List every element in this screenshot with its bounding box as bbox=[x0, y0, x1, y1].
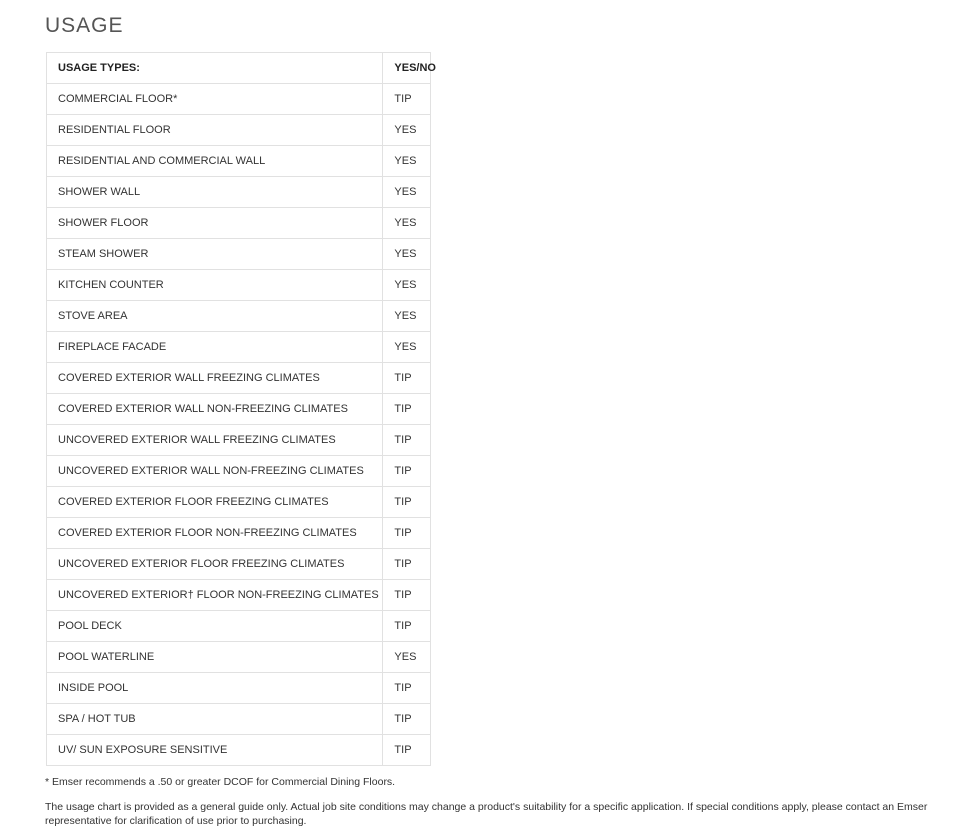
table-row bbox=[47, 270, 431, 301]
table-row bbox=[47, 239, 431, 270]
header-usage-types: USAGE TYPES: bbox=[47, 53, 383, 84]
usage-type-cell: KITCHEN COUNTER bbox=[47, 270, 383, 301]
usage-type-cell: COVERED EXTERIOR FLOOR NON-FREEZING CLIMATES bbox=[47, 518, 383, 549]
yes-no-cell: YES bbox=[383, 332, 431, 363]
yes-no-cell: YES bbox=[383, 208, 431, 239]
table-row bbox=[47, 611, 431, 642]
table-row bbox=[47, 177, 431, 208]
usage-type-cell: COVERED EXTERIOR WALL FREEZING CLIMATES bbox=[47, 363, 383, 394]
table-row bbox=[47, 704, 431, 735]
usage-type-cell: INSIDE POOL bbox=[47, 673, 383, 704]
table-row bbox=[47, 84, 431, 115]
table-row bbox=[47, 456, 431, 487]
header-yes-no: YES/NO bbox=[383, 53, 431, 84]
yes-no-cell: YES bbox=[383, 301, 431, 332]
yes-no-cell: TIP bbox=[383, 673, 431, 704]
usage-type-cell: STEAM SHOWER bbox=[47, 239, 383, 270]
yes-no-cell: TIP bbox=[383, 518, 431, 549]
usage-type-cell: UV/ SUN EXPOSURE SENSITIVE bbox=[47, 735, 383, 766]
usage-type-cell: POOL DECK bbox=[47, 611, 383, 642]
usage-type-cell: STOVE AREA bbox=[47, 301, 383, 332]
yes-no-cell: YES bbox=[383, 177, 431, 208]
table-row bbox=[47, 673, 431, 704]
table-row bbox=[47, 549, 431, 580]
yes-no-cell: YES bbox=[383, 239, 431, 270]
usage-type-cell: UNCOVERED EXTERIOR WALL NON-FREEZING CLIMATES bbox=[47, 456, 383, 487]
usage-type-cell: COVERED EXTERIOR WALL NON-FREEZING CLIMATES bbox=[47, 394, 383, 425]
table-row bbox=[47, 301, 431, 332]
table-row bbox=[47, 208, 431, 239]
table-row bbox=[47, 735, 431, 766]
yes-no-cell: TIP bbox=[383, 363, 431, 394]
footnote: * Emser recommends a .50 or greater DCOF for Commercial Dining Floors. bbox=[45, 776, 396, 788]
yes-no-cell: TIP bbox=[383, 580, 431, 611]
table-row bbox=[47, 332, 431, 363]
table-row bbox=[47, 394, 431, 425]
yes-no-cell: YES bbox=[383, 115, 431, 146]
table-header-row bbox=[47, 53, 431, 84]
table-row bbox=[47, 115, 431, 146]
table-row bbox=[47, 363, 431, 394]
table-row bbox=[47, 487, 431, 518]
table-row bbox=[47, 518, 431, 549]
table-row bbox=[47, 146, 431, 177]
usage-type-cell: RESIDENTIAL FLOOR bbox=[47, 115, 383, 146]
yes-no-cell: TIP bbox=[383, 394, 431, 425]
table-row bbox=[47, 425, 431, 456]
table-body bbox=[47, 84, 431, 766]
usage-type-cell: SPA / HOT TUB bbox=[47, 704, 383, 735]
usage-type-cell: UNCOVERED EXTERIOR† FLOOR NON-FREEZING CLIMATES bbox=[47, 580, 383, 611]
usage-type-cell: COVERED EXTERIOR FLOOR FREEZING CLIMATES bbox=[47, 487, 383, 518]
yes-no-cell: YES bbox=[383, 642, 431, 673]
yes-no-cell: TIP bbox=[383, 456, 431, 487]
table-row bbox=[47, 642, 431, 673]
usage-table bbox=[46, 52, 436, 766]
usage-type-cell: SHOWER WALL bbox=[47, 177, 383, 208]
yes-no-cell: TIP bbox=[383, 84, 431, 115]
usage-type-cell: COMMERCIAL FLOOR* bbox=[47, 84, 383, 115]
yes-no-cell: TIP bbox=[383, 611, 431, 642]
table-row bbox=[47, 580, 431, 611]
usage-type-cell: UNCOVERED EXTERIOR WALL FREEZING CLIMATES bbox=[47, 425, 383, 456]
yes-no-cell: TIP bbox=[383, 487, 431, 518]
disclaimer: The usage chart is provided as a general guide only. Actual job site conditions may change a product's suitability for a specific application. If special conditions apply, please contact an Emser representative for clarification of use prior to purchasing. bbox=[45, 801, 928, 827]
yes-no-cell: YES bbox=[383, 270, 431, 301]
yes-no-cell: TIP bbox=[383, 704, 431, 735]
yes-no-cell: TIP bbox=[383, 735, 431, 766]
usage-type-cell: RESIDENTIAL AND COMMERCIAL WALL bbox=[47, 146, 383, 177]
page-title: USAGE bbox=[45, 14, 124, 37]
yes-no-cell: YES bbox=[383, 146, 431, 177]
usage-type-cell: UNCOVERED EXTERIOR FLOOR FREEZING CLIMATES bbox=[47, 549, 383, 580]
usage-type-cell: SHOWER FLOOR bbox=[47, 208, 383, 239]
yes-no-cell: TIP bbox=[383, 549, 431, 580]
usage-type-cell: POOL WATERLINE bbox=[47, 642, 383, 673]
yes-no-cell: TIP bbox=[383, 425, 431, 456]
usage-type-cell: FIREPLACE FACADE bbox=[47, 332, 383, 363]
